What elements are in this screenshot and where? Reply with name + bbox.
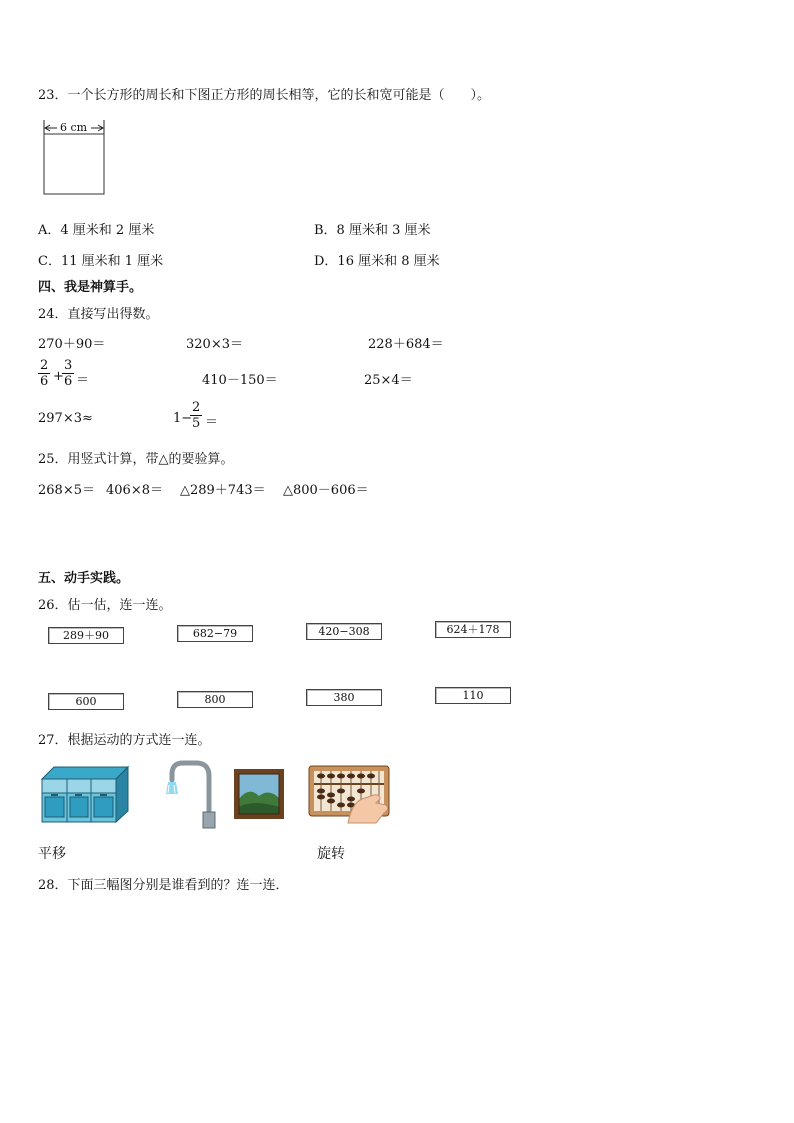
calc-item: 410－150＝ (202, 373, 278, 388)
option-b: B．8 厘米和 3 厘米 (314, 223, 431, 238)
section-4-title: 四、我是神算手。 (38, 280, 143, 295)
faucet-image[interactable] (163, 760, 215, 830)
expression-box[interactable]: 624＋178 (435, 621, 511, 638)
section-5-title: 五、动手实践。 (38, 571, 130, 586)
fraction-denominator: 5 (192, 416, 201, 431)
calc-item: 406×8＝ (106, 483, 163, 498)
q26-text: 26．估一估，连一连。 (38, 598, 172, 613)
answer-box[interactable]: 110 (435, 687, 511, 704)
option-a: A．4 厘米和 2 厘米 (38, 223, 155, 238)
q23-text: 23．一个长方形的周长和下图正方形的周长相等，它的长和宽可能是（ ）。 (38, 88, 491, 103)
drawer-cabinet-image[interactable] (42, 767, 130, 823)
fraction (38, 358, 50, 389)
abacus-image[interactable] (308, 765, 392, 825)
q28-text: 28．下面三幅图分别是谁看到的？连一连． (38, 878, 289, 893)
fraction-denominator: 6 (40, 374, 49, 389)
equals-sign: ＝ (205, 415, 219, 430)
fraction (62, 358, 74, 389)
fraction-denominator: 6 (64, 374, 73, 389)
calc-item: 297×3≈ (38, 411, 93, 426)
q27-text: 27．根据运动的方式连一连。 (38, 733, 211, 748)
label-rotation: 旋转 (317, 846, 345, 862)
answer-box[interactable]: 600 (48, 693, 124, 710)
window-picture-image[interactable] (234, 769, 284, 819)
expression-box[interactable]: 289＋90 (48, 627, 124, 644)
option-d: D．16 厘米和 8 厘米 (314, 254, 440, 269)
expression-box[interactable]: 420−308 (306, 623, 382, 640)
fraction-numerator: 2 (192, 400, 201, 415)
calc-item: △289＋743＝ (180, 483, 266, 498)
q24-text: 24．直接写出得数。 (38, 307, 159, 322)
dimension-label: 6 cm (60, 121, 88, 134)
fraction-numerator: 3 (64, 358, 73, 373)
calc-prefix: 1− (173, 411, 193, 426)
calc-item: △800－606＝ (283, 483, 369, 498)
fraction (190, 400, 202, 431)
q25-text: 25．用竖式计算，带△的要验算。 (38, 452, 234, 467)
fraction-numerator: 2 (40, 358, 49, 373)
calc-item: 25×4＝ (364, 373, 413, 388)
option-c: C．11 厘米和 1 厘米 (38, 254, 164, 269)
label-translation: 平移 (38, 846, 66, 862)
answer-box[interactable]: 800 (177, 691, 253, 708)
calc-item: 228＋684＝ (368, 337, 444, 352)
equals-sign: ＝ (76, 373, 90, 388)
calc-item: 320×3＝ (186, 337, 243, 352)
plus-sign: + (53, 369, 64, 384)
answer-box[interactable]: 380 (306, 689, 382, 706)
expression-box[interactable]: 682−79 (177, 625, 253, 642)
calc-item: 268×5＝ (38, 483, 95, 498)
calc-item: 270＋90＝ (38, 337, 106, 352)
